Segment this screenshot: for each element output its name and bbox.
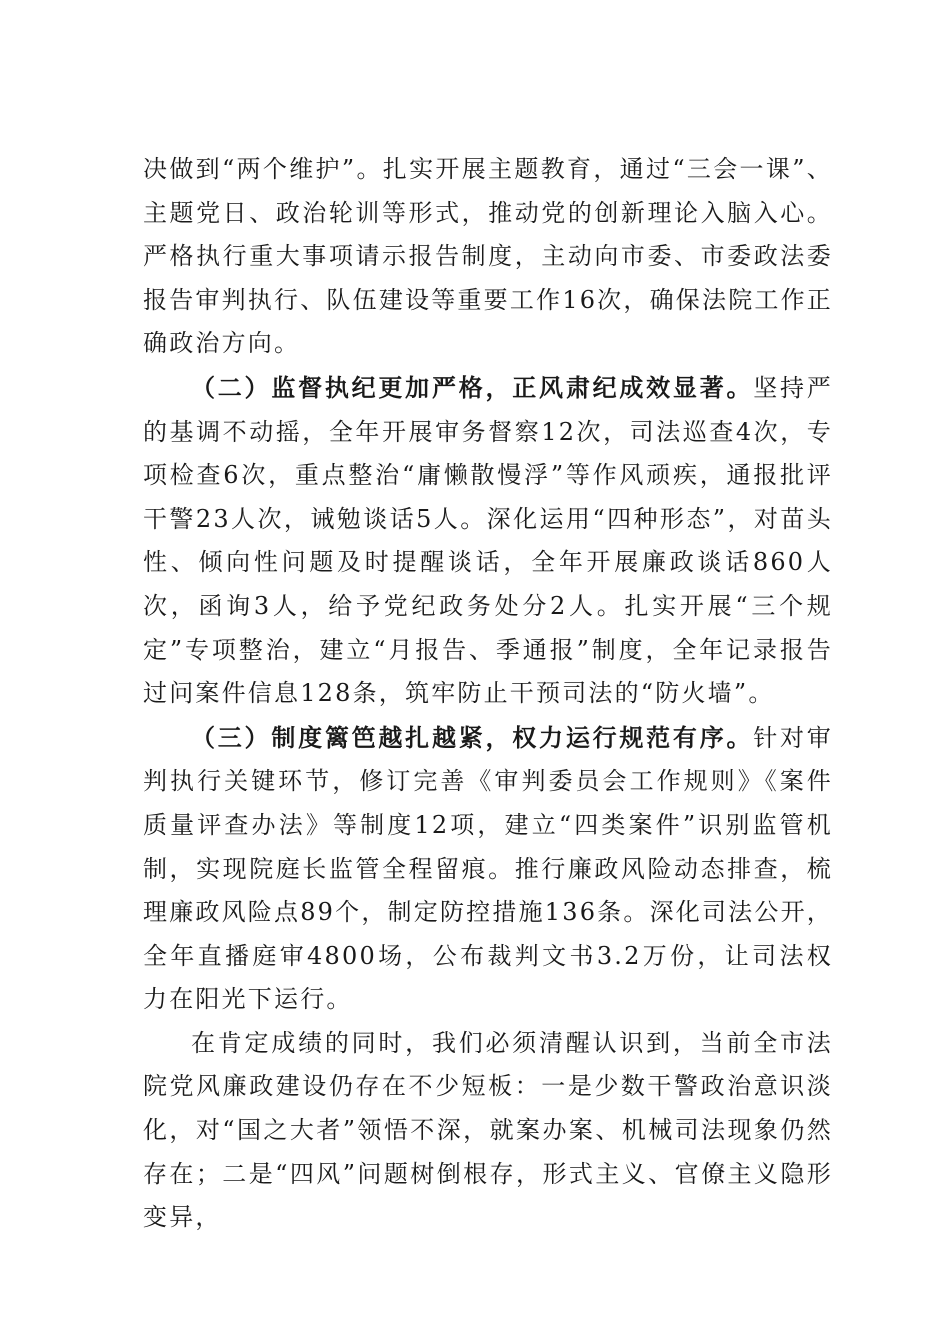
section-heading: （二）监督执纪更加严格，正风肃纪成效显著。 xyxy=(191,372,754,402)
paragraph-continuation xyxy=(143,148,833,366)
paragraph-text: 针对审判执行关键环节，修订完善《审判委员会工作规则》《案件质量评查办法》等制度12项，建立“四类案件”识别监管机制，实现院庭长监管全程留痕。推行廉政风险动态排查，梳理廉政风险点89个，制定防控措施136条。深化司法公开，全年直播庭审4800场，公布裁判文书3.2万份，让司法权力在阳光下运行。 xyxy=(143,723,833,1014)
paragraph-text: 决做到“两个维护”。扎实开展主题教育，通过“三会一课”、主题党日、政治轮训等形式，推动党的创新理论入脑入心。严格执行重大事项请示报告制度，主动向市委、市委政法委报告审判执行、队伍建设等重要工作16次，确保法院工作正确政治方向。 xyxy=(143,155,833,358)
paragraph-text: 坚持严的基调不动摇，全年开展审务督察12次，司法巡查4次，专项检查6次，重点整治“庸懒散慢浮”等作风顽疾，通报批评干警23人次，诫勉谈话5人。深化运用“四种形态”，对苗头性、倾向性问题及时提醒谈话，全年开展廉政谈话860人次，函询3人，给予党纪政务处分2人。扎实开展“三个规定”专项整治，建立“月报告、季通报”制度，全年记录报告过问案件信息128条，筑牢防止干预司法的“防火墙”。 xyxy=(143,373,833,708)
paragraph-institution xyxy=(143,716,833,1022)
paragraph-supervision xyxy=(143,366,833,716)
paragraph-text: 在肯定成绩的同时，我们必须清醒认识到，当前全市法院党风廉政建设仍存在不少短板：一是少数干警政治意识淡化，对“国之大者”领悟不深，就案办案、机械司法现象仍然存在；二是“四风”问题树倒根存，形式主义、官僚主义隐形变异， xyxy=(143,1028,833,1232)
document-body xyxy=(143,148,833,1240)
paragraph-shortcomings xyxy=(143,1022,833,1240)
section-heading: （三）制度篱笆越扎越紧，权力运行规范有序。 xyxy=(191,722,754,752)
